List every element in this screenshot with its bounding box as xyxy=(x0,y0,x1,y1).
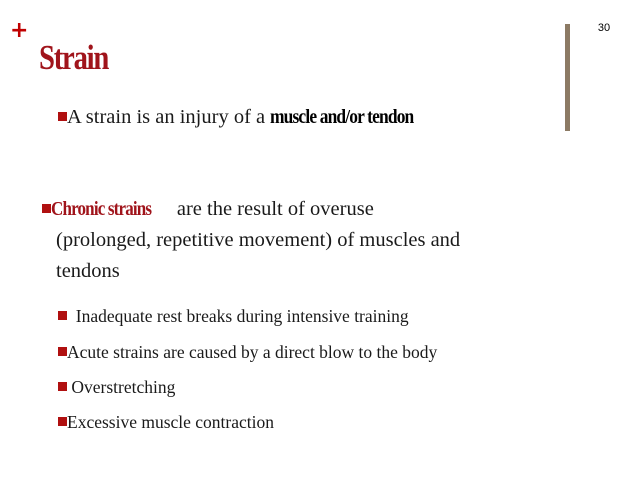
bullet-text-line-3: tendons xyxy=(56,260,120,282)
slide-title: Strain xyxy=(39,38,109,77)
sub-bullet-text: Overstretching xyxy=(71,377,176,397)
square-bullet-icon xyxy=(58,382,67,391)
sub-bullet-overstretching xyxy=(58,377,175,398)
bullet-text-line-2: (prolonged, repetitive movement) of muscles and xyxy=(56,229,461,251)
bullet-text: A strain is an injury of a xyxy=(67,106,271,128)
page-number: 30 xyxy=(597,22,611,34)
sub-bullet-acute-strains xyxy=(58,342,437,363)
bullet-chronic-strains xyxy=(42,194,460,287)
bold-term: muscle and/or tendon xyxy=(270,106,414,128)
square-bullet-icon xyxy=(58,112,67,121)
square-bullet-icon xyxy=(58,417,67,426)
sub-bullet-text: Inadequate rest breaks during intensive training xyxy=(75,306,409,326)
square-bullet-icon xyxy=(58,311,67,320)
square-bullet-icon xyxy=(42,204,51,213)
sub-bullet-rest-breaks xyxy=(58,306,409,327)
bullet-strain-definition xyxy=(58,106,439,129)
sub-bullet-text: Excessive muscle contraction xyxy=(67,412,275,432)
square-bullet-icon xyxy=(58,347,67,356)
sub-bullet-text: Acute strains are caused by a direct blow to the body xyxy=(67,342,438,362)
divider-line xyxy=(565,24,570,131)
plus-icon: + xyxy=(10,18,29,43)
sub-bullet-muscle-contraction xyxy=(58,412,274,433)
bullet-text: are the result of overuse xyxy=(171,198,374,220)
highlighted-term: Chronic strains xyxy=(51,198,152,220)
